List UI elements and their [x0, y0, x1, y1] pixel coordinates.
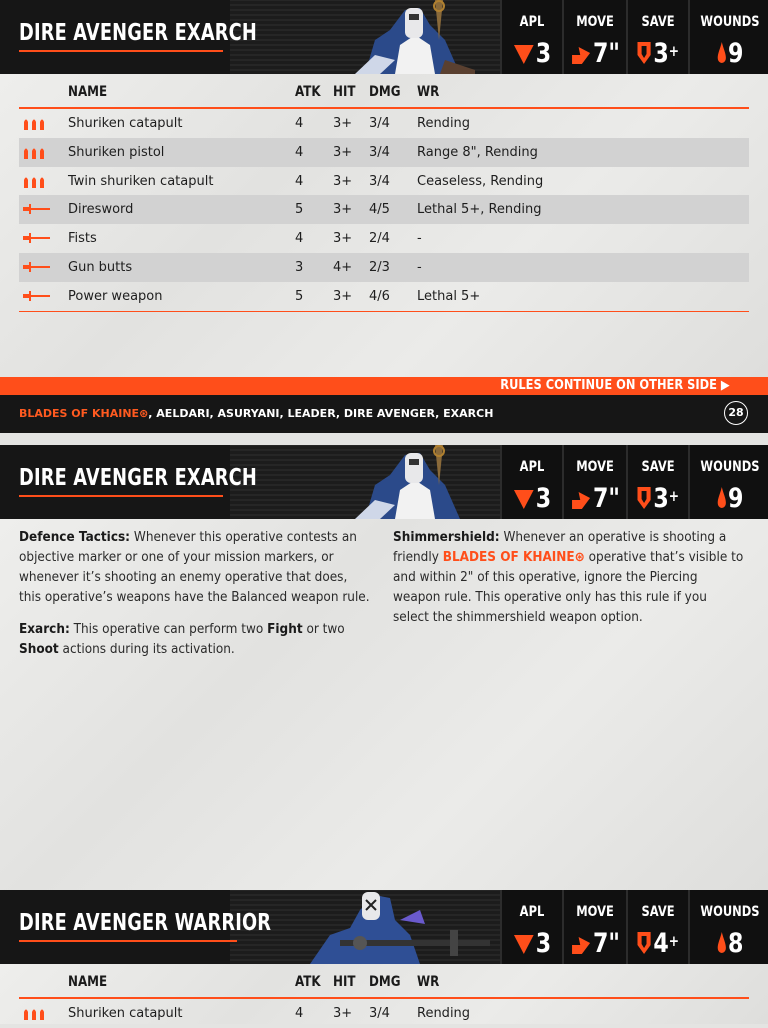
weapon-hit: 3+: [333, 288, 353, 304]
weapon-name: Shuriken catapult: [68, 1006, 183, 1021]
weapon-name: Twin shuriken catapult: [68, 173, 214, 189]
apl-triangle-icon: [513, 43, 534, 65]
weapon-row: [19, 109, 749, 138]
defence-tactics-title: Defence Tactics:: [19, 530, 131, 545]
header-wr: WR: [417, 84, 440, 100]
weapon-hit: 3+: [333, 1006, 353, 1021]
move-arrow-icon: [570, 43, 591, 65]
ranged-weapon-icon: [23, 175, 47, 188]
apl-triangle-icon: [513, 933, 534, 955]
stat-move-label: MOVE: [576, 459, 614, 475]
faction-keyword: BLADES OF KHAINE: [19, 407, 140, 420]
stat-save: [626, 890, 688, 964]
stat-wounds-value: 9: [728, 38, 744, 69]
keywords: [19, 407, 493, 420]
weapon-atk: 4: [295, 173, 304, 189]
ranged-weapon-icon: [23, 1007, 47, 1020]
weapon-row: [19, 224, 749, 253]
weapon-atk: 4: [295, 231, 304, 247]
header-dmg: DMG: [369, 974, 401, 990]
card-header-exarch-rules: [0, 445, 768, 519]
weapon-hit: 3+: [333, 231, 353, 247]
shoot-action: Shoot: [19, 642, 59, 657]
card-title: DIRE AVENGER WARRIOR: [19, 910, 272, 936]
stat-wounds-value: 9: [728, 483, 744, 514]
stat-wounds: [688, 890, 768, 964]
weapon-row: [19, 167, 749, 196]
save-shield-icon: [637, 486, 652, 510]
exarch-title: Exarch:: [19, 622, 70, 637]
card-header-warrior: [0, 890, 768, 964]
table-header: [19, 77, 749, 107]
rules-continue-banner: [0, 377, 768, 395]
exarch-portrait-icon: [335, 445, 485, 519]
header-hit: HIT: [333, 84, 356, 100]
save-shield-icon: [637, 41, 652, 65]
wounds-drop-icon: [717, 931, 727, 955]
rules-column-right: [393, 528, 749, 640]
weapon-dmg: 4/5: [369, 202, 390, 218]
stat-save-value: 3: [653, 38, 669, 69]
header-wr: WR: [417, 974, 440, 990]
stat-apl-label: APL: [519, 14, 545, 30]
stat-save-value: 4: [653, 928, 669, 959]
faction-mark: ⊛: [139, 407, 149, 420]
stat-move: [562, 890, 626, 964]
card-header-exarch: [0, 0, 768, 74]
exarch-or: or two: [302, 622, 345, 637]
stat-wounds-label: WOUNDS: [700, 14, 760, 30]
exarch-text-end: actions during its activation.: [58, 642, 235, 657]
melee-weapon-icon: [23, 290, 51, 302]
weapon-hit: 4+: [333, 259, 353, 275]
stat-move-value: 7": [593, 38, 620, 69]
weapon-name: Diresword: [68, 202, 134, 218]
ranged-weapon-icon: [23, 146, 47, 159]
table-end-divider: [19, 311, 749, 313]
weapon-dmg: 3/4: [369, 1006, 390, 1021]
keyword-bar: [0, 395, 768, 433]
stat-apl-label: APL: [519, 459, 545, 475]
weapon-hit: 3+: [333, 202, 353, 218]
weapon-name: Fists: [68, 231, 97, 247]
melee-weapon-icon: [23, 203, 51, 215]
header-name: NAME: [68, 974, 108, 990]
move-arrow-icon: [570, 488, 591, 510]
weapon-name: Shuriken catapult: [68, 116, 183, 131]
melee-weapon-icon: [23, 232, 51, 244]
weapon-name: Gun butts: [68, 259, 133, 275]
stat-apl: [500, 445, 562, 519]
weapon-dmg: 3/4: [369, 173, 390, 189]
weapon-hit: 3+: [333, 116, 353, 131]
shimmershield-faction: BLADES OF KHAINE⊛: [442, 550, 585, 565]
move-arrow-icon: [570, 933, 591, 955]
stat-move-value: 7": [593, 483, 620, 514]
wounds-drop-icon: [717, 41, 727, 65]
weapon-row: [19, 138, 749, 167]
weapon-wr: -: [417, 231, 422, 247]
weapon-row: [19, 999, 749, 1028]
header-dmg: DMG: [369, 84, 401, 100]
weapon-dmg: 3/4: [369, 116, 390, 131]
weapons-table: [19, 77, 749, 312]
stat-save-label: SAVE: [641, 459, 675, 475]
stat-apl: [500, 890, 562, 964]
weapon-name: Power weapon: [68, 288, 163, 304]
stat-save-suffix: +: [668, 487, 680, 505]
exarch-portrait-icon: [335, 0, 485, 74]
stat-save-suffix: +: [668, 932, 680, 950]
exarch-text: This operative can perform two: [69, 622, 268, 637]
stat-save: [626, 445, 688, 519]
weapon-dmg: 4/6: [369, 288, 390, 304]
ranged-weapon-icon: [23, 117, 47, 130]
weapon-dmg: 2/4: [369, 231, 390, 247]
title-underline: [19, 495, 223, 497]
stat-move: [562, 0, 626, 74]
weapon-wr: Rending: [417, 1006, 471, 1021]
header-atk: ATK: [295, 974, 321, 990]
stat-save-label: SAVE: [641, 14, 675, 30]
card-title: DIRE AVENGER EXARCH: [19, 20, 257, 46]
fight-action: Fight: [267, 622, 303, 637]
weapon-wr: -: [417, 259, 422, 275]
header-name: NAME: [68, 84, 108, 100]
weapon-dmg: 3/4: [369, 144, 390, 160]
weapon-atk: 3: [295, 259, 304, 275]
apl-triangle-icon: [513, 488, 534, 510]
stat-move-label: MOVE: [576, 904, 614, 920]
stat-save-suffix: +: [668, 42, 680, 60]
stat-wounds: [688, 445, 768, 519]
weapon-wr: Lethal 5+: [417, 288, 481, 304]
melee-weapon-icon: [23, 261, 51, 273]
stat-wounds-value: 8: [728, 928, 744, 959]
stat-apl: [500, 0, 562, 74]
weapon-wr: Rending: [417, 116, 471, 131]
defence-tactics-text: Whenever this operative contests an objective marker or one of your mission markers, or whenever it’s shooting an enemy operative that does, this operative’s weapons have the Balanced weapon rule.: [19, 530, 370, 605]
weapon-wr: Lethal 5+, Rending: [417, 202, 542, 218]
header-hit: HIT: [333, 974, 356, 990]
stat-wounds-label: WOUNDS: [700, 459, 760, 475]
exarch-rule: [19, 620, 372, 660]
stat-wounds-label: WOUNDS: [700, 904, 760, 920]
weapon-wr: Ceaseless, Rending: [417, 173, 544, 189]
weapon-row: [19, 282, 749, 311]
stat-apl-value: 3: [535, 38, 552, 69]
keyword-list: , AELDARI, ASURYANI, LEADER, DIRE AVENGER, EXARCH: [148, 407, 494, 420]
shimmershield-text: Whenever an operative is shooting a friendly: [393, 530, 727, 565]
title-underline: [19, 940, 237, 942]
shimmershield-text-end: operative that’s visible to and within 2" of this operative, ignore the Piercing weapon rule. This operative only has this rule if you select the shimmershield weapon option.: [393, 550, 744, 625]
weapon-wr: Range 8", Rending: [417, 144, 538, 160]
table-header: [19, 967, 749, 997]
stat-wounds: [688, 0, 768, 74]
stat-save-value: 3: [653, 483, 669, 514]
weapon-atk: 4: [295, 116, 304, 131]
weapon-row: [19, 253, 749, 282]
shimmershield-rule: [393, 528, 746, 628]
save-shield-icon: [637, 931, 652, 955]
warrior-weapons-table: [19, 967, 749, 1028]
stat-save: [626, 0, 688, 74]
page-number: 28: [724, 401, 748, 425]
stat-apl-value: 3: [535, 483, 552, 514]
warrior-portrait-icon: [300, 890, 495, 964]
defence-tactics-rule: [19, 528, 372, 608]
stat-move-value: 7": [593, 928, 620, 959]
weapon-atk: 5: [295, 288, 304, 304]
stat-apl-label: APL: [519, 904, 545, 920]
weapon-atk: 4: [295, 1006, 304, 1021]
weapon-atk: 5: [295, 202, 304, 218]
stat-apl-value: 3: [535, 928, 552, 959]
weapon-hit: 3+: [333, 173, 353, 189]
weapon-atk: 4: [295, 144, 304, 160]
card-title: DIRE AVENGER EXARCH: [19, 465, 257, 491]
weapon-dmg: 2/3: [369, 259, 390, 275]
stat-move: [562, 445, 626, 519]
weapon-hit: 3+: [333, 144, 353, 160]
weapon-name: Shuriken pistol: [68, 144, 165, 160]
banner-text: RULES CONTINUE ON OTHER SIDE ▶: [500, 378, 730, 393]
title-underline: [19, 50, 223, 52]
stat-save-label: SAVE: [641, 904, 675, 920]
stat-move-label: MOVE: [576, 14, 614, 30]
weapon-row: [19, 195, 749, 224]
rules-column-left: [19, 528, 375, 672]
shimmershield-title: Shimmershield:: [393, 530, 500, 545]
header-atk: ATK: [295, 84, 321, 100]
wounds-drop-icon: [717, 486, 727, 510]
